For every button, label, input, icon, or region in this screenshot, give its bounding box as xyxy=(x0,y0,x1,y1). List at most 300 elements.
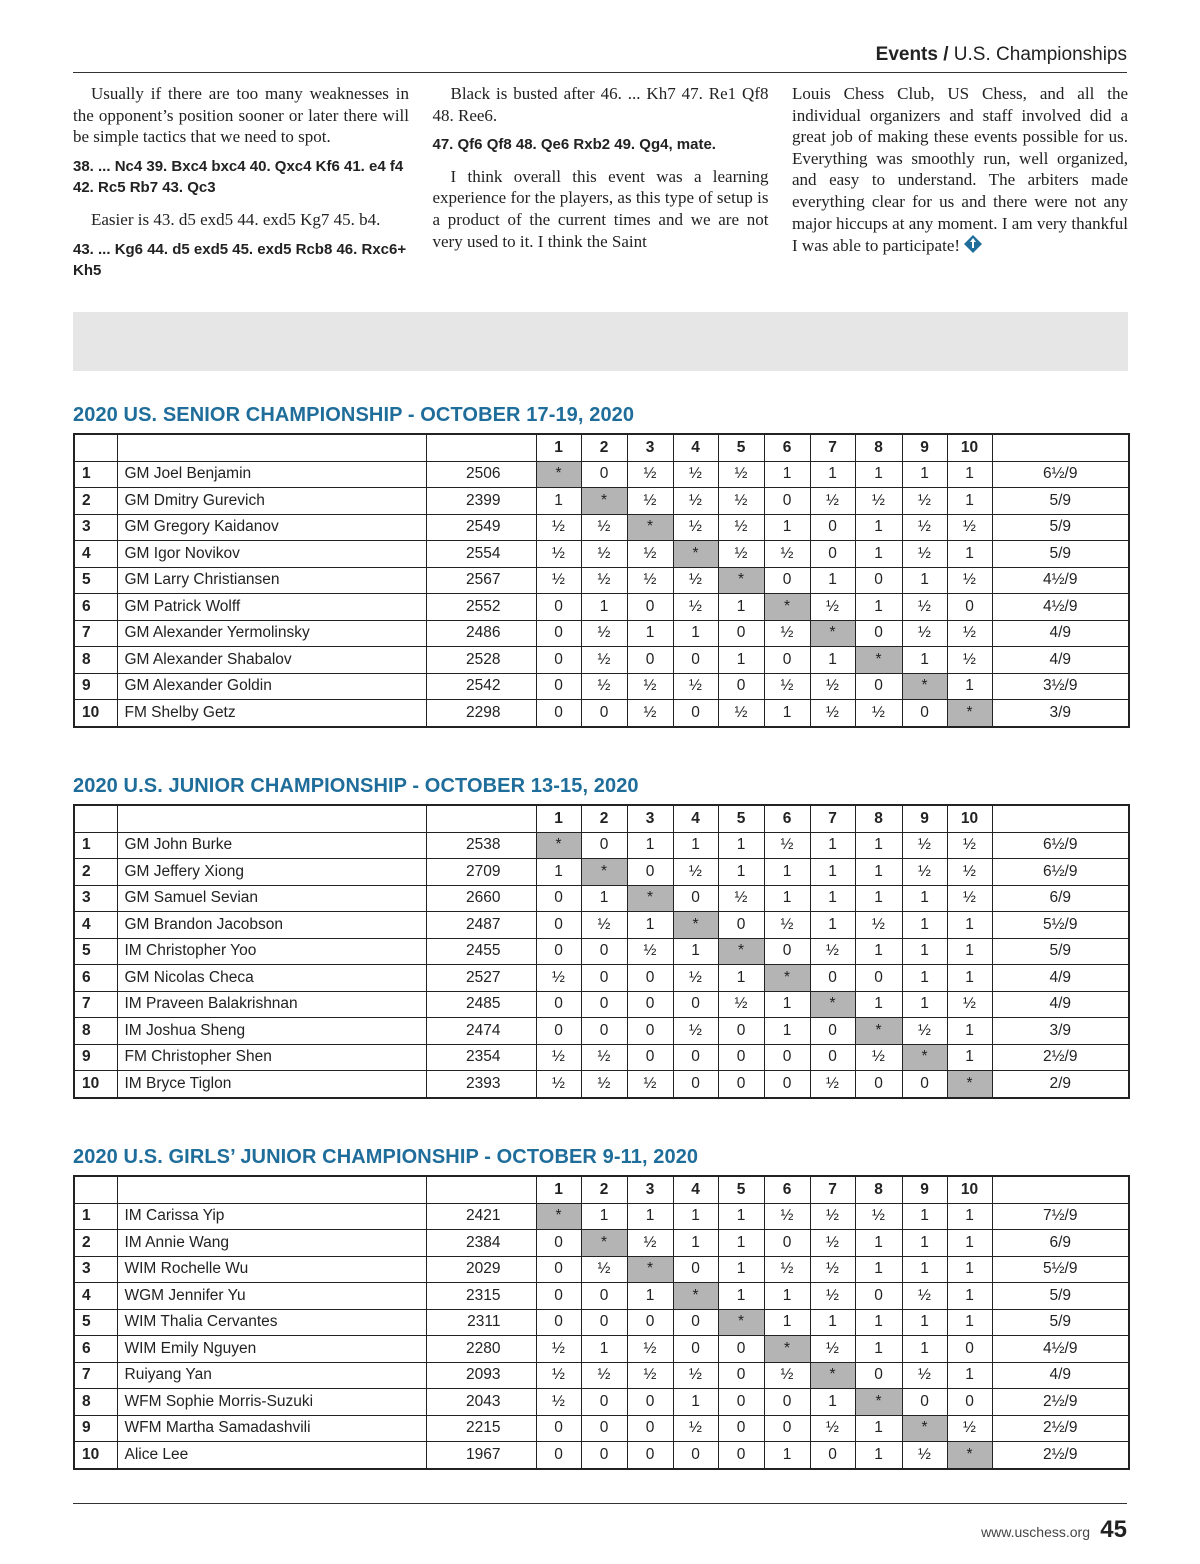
result-cell: 1 xyxy=(947,1256,992,1283)
result-cell: 0 xyxy=(581,1442,627,1469)
player-rating: 2506 xyxy=(426,461,536,488)
result-cell: ½ xyxy=(810,1283,855,1310)
column-header: 3 xyxy=(627,805,673,832)
result-cell: 0 xyxy=(810,1044,855,1071)
result-cell: 1 xyxy=(764,885,810,912)
result-cell: ½ xyxy=(673,1018,718,1045)
table-row xyxy=(74,912,1129,939)
player-name: Ruiyang Yan xyxy=(117,1362,426,1389)
result-cell: 0 xyxy=(673,1256,718,1283)
result-cell: ½ xyxy=(673,567,718,594)
crosstable xyxy=(73,1175,1130,1470)
page-number: 45 xyxy=(1100,1516,1127,1543)
result-cell: * xyxy=(536,1203,581,1230)
paragraph xyxy=(792,83,1128,260)
article-column-2 xyxy=(433,83,769,292)
header-cell-empty xyxy=(992,1176,1129,1203)
result-cell: * xyxy=(810,1362,855,1389)
result-cell: 1 xyxy=(947,673,992,700)
footer-url: www.uschess.org xyxy=(981,1524,1090,1540)
header-cell-empty xyxy=(74,1176,117,1203)
result-cell: 1 xyxy=(810,885,855,912)
result-cell: 1 xyxy=(764,514,810,541)
result-cell: ½ xyxy=(810,1203,855,1230)
player-score: 4/9 xyxy=(992,647,1129,674)
result-cell: 0 xyxy=(673,1309,718,1336)
result-cell: 0 xyxy=(718,1362,764,1389)
player-name: FM Christopher Shen xyxy=(117,1044,426,1071)
result-cell: ½ xyxy=(902,620,947,647)
header-rule xyxy=(73,72,1127,73)
result-cell: 0 xyxy=(536,1018,581,1045)
player-rank: 2 xyxy=(74,859,117,886)
header-cell-empty xyxy=(117,805,426,832)
player-score: 7½/9 xyxy=(992,1203,1129,1230)
result-cell: ½ xyxy=(536,1044,581,1071)
result-cell: ½ xyxy=(902,1362,947,1389)
table-row xyxy=(74,1203,1129,1230)
result-cell: 1 xyxy=(718,594,764,621)
player-rank: 2 xyxy=(74,1230,117,1257)
result-cell: 1 xyxy=(627,912,673,939)
player-rating: 2455 xyxy=(426,938,536,965)
result-cell: ½ xyxy=(718,700,764,727)
column-header: 9 xyxy=(902,434,947,461)
player-name: GM Nicolas Checa xyxy=(117,965,426,992)
result-cell: 1 xyxy=(764,1442,810,1469)
result-cell: ½ xyxy=(902,488,947,515)
result-cell: ½ xyxy=(947,859,992,886)
player-rank: 10 xyxy=(74,1071,117,1098)
result-cell: * xyxy=(947,1442,992,1469)
player-rank: 1 xyxy=(74,461,117,488)
player-rating: 2485 xyxy=(426,991,536,1018)
result-cell: 0 xyxy=(627,1044,673,1071)
result-cell: 1 xyxy=(902,1230,947,1257)
table-title: 2020 U.S. GIRLS’ JUNIOR CHAMPIONSHIP - OCTOBER 9-11, 2020 xyxy=(73,1146,699,1168)
result-cell: ½ xyxy=(764,541,810,568)
player-rating: 2552 xyxy=(426,594,536,621)
result-cell: * xyxy=(947,1071,992,1098)
result-cell: ½ xyxy=(581,567,627,594)
result-cell: ½ xyxy=(673,1362,718,1389)
result-cell: 1 xyxy=(947,461,992,488)
result-cell: ½ xyxy=(627,1230,673,1257)
result-cell: ½ xyxy=(581,1071,627,1098)
result-cell: * xyxy=(627,514,673,541)
result-cell: 0 xyxy=(718,673,764,700)
result-cell: 1 xyxy=(673,1230,718,1257)
player-rating: 2474 xyxy=(426,1018,536,1045)
result-cell: ½ xyxy=(764,1256,810,1283)
table-row xyxy=(74,1018,1129,1045)
result-cell: 0 xyxy=(581,991,627,1018)
player-score: 5/9 xyxy=(992,488,1129,515)
result-cell: 0 xyxy=(581,1415,627,1442)
result-cell: 0 xyxy=(810,1442,855,1469)
result-cell: ½ xyxy=(673,673,718,700)
result-cell: 1 xyxy=(947,1283,992,1310)
result-cell: ½ xyxy=(627,938,673,965)
paragraph-text: Louis Chess Club, US Chess, and all the individual organizers and staff involved did a great job of making these events possible for us. Everything was smoothly run, well organized, and easy to understand. The arbiters made everything clear for us and there were not any major hiccups at any moment. I am very thankful I was able to participate! xyxy=(792,84,1128,256)
player-rating: 2527 xyxy=(426,965,536,992)
result-cell: 1 xyxy=(627,1283,673,1310)
result-cell: * xyxy=(718,938,764,965)
result-cell: 1 xyxy=(627,620,673,647)
player-name: GM Jeffery Xiong xyxy=(117,859,426,886)
player-score: 4/9 xyxy=(992,965,1129,992)
article-column-1 xyxy=(73,83,409,292)
result-cell: 1 xyxy=(902,912,947,939)
paragraph: Black is busted after 46. ... Kh7 47. Re1 Qf8 48. Ree6. xyxy=(432,84,769,125)
player-name: GM Igor Novikov xyxy=(117,541,426,568)
result-cell: ½ xyxy=(627,1336,673,1363)
result-cell: 0 xyxy=(536,1230,581,1257)
player-score: 2/9 xyxy=(992,1071,1129,1098)
result-cell: ½ xyxy=(627,1071,673,1098)
player-score: 5½/9 xyxy=(992,1256,1129,1283)
column-header: 1 xyxy=(536,805,581,832)
result-cell: 0 xyxy=(581,1283,627,1310)
player-name: GM Samuel Sevian xyxy=(117,885,426,912)
player-rating: 2029 xyxy=(426,1256,536,1283)
result-cell: ½ xyxy=(855,1203,902,1230)
result-cell: ½ xyxy=(627,1362,673,1389)
column-header: 7 xyxy=(810,1176,855,1203)
result-cell: 1 xyxy=(718,859,764,886)
player-rank: 9 xyxy=(74,673,117,700)
result-cell: 1 xyxy=(673,938,718,965)
player-score: 5½/9 xyxy=(992,912,1129,939)
result-cell: 0 xyxy=(536,938,581,965)
result-cell: ½ xyxy=(810,1256,855,1283)
result-cell: 1 xyxy=(855,938,902,965)
column-header: 8 xyxy=(855,434,902,461)
header-cell-empty xyxy=(426,1176,536,1203)
move-sequence: 47. Qf6 Qf8 48. Qe6 Rxb2 49. Qg4, mate. xyxy=(432,136,716,154)
result-cell: 1 xyxy=(810,567,855,594)
table-row xyxy=(74,567,1129,594)
player-score: 2½/9 xyxy=(992,1044,1129,1071)
table-row xyxy=(74,1309,1129,1336)
gray-banner xyxy=(73,312,1128,371)
result-cell: 0 xyxy=(902,700,947,727)
player-rank: 9 xyxy=(74,1415,117,1442)
result-cell: 0 xyxy=(855,965,902,992)
player-rank: 8 xyxy=(74,647,117,674)
player-rank: 6 xyxy=(74,965,117,992)
result-cell: * xyxy=(902,1044,947,1071)
result-cell: ½ xyxy=(810,1336,855,1363)
column-header: 6 xyxy=(764,805,810,832)
column-header: 9 xyxy=(902,805,947,832)
player-name: IM Joshua Sheng xyxy=(117,1018,426,1045)
result-cell: 1 xyxy=(673,1203,718,1230)
result-cell: 0 xyxy=(627,1018,673,1045)
result-cell: 1 xyxy=(902,567,947,594)
column-header: 10 xyxy=(947,805,992,832)
result-cell: 1 xyxy=(902,885,947,912)
result-cell: 0 xyxy=(627,1389,673,1416)
player-name: GM Brandon Jacobson xyxy=(117,912,426,939)
result-cell: 0 xyxy=(673,1044,718,1071)
result-cell: 0 xyxy=(718,1071,764,1098)
result-cell: 1 xyxy=(902,1309,947,1336)
result-cell: 1 xyxy=(810,461,855,488)
player-rating: 2421 xyxy=(426,1203,536,1230)
footer-rule xyxy=(73,1503,1127,1504)
column-header: 4 xyxy=(673,1176,718,1203)
result-cell: ½ xyxy=(855,1044,902,1071)
table-row xyxy=(74,991,1129,1018)
player-name: Alice Lee xyxy=(117,1442,426,1469)
header-cell-empty xyxy=(426,805,536,832)
player-rank: 4 xyxy=(74,1283,117,1310)
result-cell: ½ xyxy=(764,1362,810,1389)
result-cell: ½ xyxy=(718,514,764,541)
result-cell: 0 xyxy=(718,1018,764,1045)
result-cell: 1 xyxy=(947,541,992,568)
player-score: 4/9 xyxy=(992,620,1129,647)
player-score: 3½/9 xyxy=(992,673,1129,700)
result-cell: 1 xyxy=(764,461,810,488)
player-name: GM Dmitry Gurevich xyxy=(117,488,426,515)
result-cell: * xyxy=(536,461,581,488)
result-cell: 0 xyxy=(536,700,581,727)
result-cell: 0 xyxy=(673,991,718,1018)
table-row xyxy=(74,1230,1129,1257)
player-name: FM Shelby Getz xyxy=(117,700,426,727)
result-cell: * xyxy=(673,1283,718,1310)
result-cell: ½ xyxy=(673,965,718,992)
player-rating: 2538 xyxy=(426,832,536,859)
result-cell: ½ xyxy=(902,1018,947,1045)
player-name: WIM Thalia Cervantes xyxy=(117,1309,426,1336)
player-score: 5/9 xyxy=(992,1309,1129,1336)
result-cell: 1 xyxy=(764,1283,810,1310)
player-score: 5/9 xyxy=(992,938,1129,965)
result-cell: 0 xyxy=(718,620,764,647)
result-cell: * xyxy=(536,832,581,859)
result-cell: ½ xyxy=(855,912,902,939)
article-column-3 xyxy=(792,83,1128,292)
result-cell: 0 xyxy=(536,594,581,621)
player-name: GM Gregory Kaidanov xyxy=(117,514,426,541)
column-header: 3 xyxy=(627,434,673,461)
result-cell: 0 xyxy=(764,647,810,674)
result-cell: * xyxy=(764,965,810,992)
result-cell: ½ xyxy=(764,832,810,859)
result-cell: 0 xyxy=(810,1018,855,1045)
table-row xyxy=(74,1442,1129,1469)
result-cell: 1 xyxy=(855,1336,902,1363)
result-cell: 0 xyxy=(536,991,581,1018)
result-cell: 0 xyxy=(627,991,673,1018)
table-row xyxy=(74,832,1129,859)
result-cell: ½ xyxy=(627,700,673,727)
result-cell: 0 xyxy=(855,673,902,700)
player-rating: 2354 xyxy=(426,1044,536,1071)
result-cell: 1 xyxy=(810,832,855,859)
result-cell: * xyxy=(581,488,627,515)
result-cell: 1 xyxy=(947,1362,992,1389)
player-rating: 2528 xyxy=(426,647,536,674)
result-cell: 1 xyxy=(855,1309,902,1336)
result-cell: ½ xyxy=(673,1415,718,1442)
table-header-row xyxy=(74,805,1129,832)
result-cell: 0 xyxy=(536,1415,581,1442)
column-header: 5 xyxy=(718,805,764,832)
player-rank: 8 xyxy=(74,1018,117,1045)
result-cell: * xyxy=(764,1336,810,1363)
result-cell: 1 xyxy=(902,647,947,674)
result-cell: ½ xyxy=(673,859,718,886)
player-rank: 1 xyxy=(74,1203,117,1230)
player-name: WFM Martha Samadashvili xyxy=(117,1415,426,1442)
table-row xyxy=(74,673,1129,700)
result-cell: ½ xyxy=(947,991,992,1018)
result-cell: 0 xyxy=(764,1230,810,1257)
result-cell: 1 xyxy=(718,1230,764,1257)
player-score: 2½/9 xyxy=(992,1442,1129,1469)
player-score: 5/9 xyxy=(992,541,1129,568)
result-cell: 0 xyxy=(536,673,581,700)
player-rank: 7 xyxy=(74,991,117,1018)
table-row xyxy=(74,1389,1129,1416)
column-header: 2 xyxy=(581,1176,627,1203)
result-cell: ½ xyxy=(581,912,627,939)
article-columns xyxy=(73,83,1128,292)
player-score: 6½/9 xyxy=(992,832,1129,859)
result-cell: ½ xyxy=(673,594,718,621)
player-score: 3/9 xyxy=(992,700,1129,727)
player-score: 6½/9 xyxy=(992,859,1129,886)
header-cell-empty xyxy=(426,434,536,461)
result-cell: 0 xyxy=(536,885,581,912)
player-rank: 7 xyxy=(74,1362,117,1389)
result-cell: 1 xyxy=(536,488,581,515)
result-cell: ½ xyxy=(947,567,992,594)
result-cell: 1 xyxy=(718,1256,764,1283)
player-score: 4½/9 xyxy=(992,1336,1129,1363)
result-cell: 0 xyxy=(673,885,718,912)
result-cell: 0 xyxy=(764,1044,810,1071)
player-rating: 2393 xyxy=(426,1071,536,1098)
column-header: 7 xyxy=(810,805,855,832)
player-name: WGM Jennifer Yu xyxy=(117,1283,426,1310)
player-rating: 2298 xyxy=(426,700,536,727)
result-cell: 0 xyxy=(581,1018,627,1045)
player-rating: 2384 xyxy=(426,1230,536,1257)
result-cell: * xyxy=(718,567,764,594)
header-cell-empty xyxy=(117,434,426,461)
result-cell: 0 xyxy=(581,1309,627,1336)
table-row xyxy=(74,594,1129,621)
column-header: 6 xyxy=(764,434,810,461)
result-cell: ½ xyxy=(581,673,627,700)
player-name: GM Joel Benjamin xyxy=(117,461,426,488)
result-cell: * xyxy=(718,1309,764,1336)
result-cell: 0 xyxy=(627,594,673,621)
column-header: 5 xyxy=(718,1176,764,1203)
player-name: WFM Sophie Morris-Suzuki xyxy=(117,1389,426,1416)
move-sequence: 43. ... Kg6 44. d5 exd5 45. exd5 Rcb8 46. Rxc6+ Kh5 xyxy=(73,240,407,280)
result-cell: 1 xyxy=(855,859,902,886)
running-header xyxy=(876,44,1127,66)
result-cell: 0 xyxy=(764,567,810,594)
player-rank: 6 xyxy=(74,1336,117,1363)
result-cell: 0 xyxy=(718,1336,764,1363)
column-header: 9 xyxy=(902,1176,947,1203)
result-cell: ½ xyxy=(947,620,992,647)
result-cell: 0 xyxy=(855,620,902,647)
result-cell: ½ xyxy=(764,673,810,700)
result-cell: ½ xyxy=(673,488,718,515)
player-name: GM John Burke xyxy=(117,832,426,859)
header-cell-empty xyxy=(992,805,1129,832)
result-cell: 1 xyxy=(855,1415,902,1442)
player-rank: 3 xyxy=(74,1256,117,1283)
player-score: 4½/9 xyxy=(992,594,1129,621)
result-cell: ½ xyxy=(718,541,764,568)
player-rank: 4 xyxy=(74,541,117,568)
result-cell: 1 xyxy=(673,620,718,647)
player-score: 2½/9 xyxy=(992,1415,1129,1442)
result-cell: 0 xyxy=(536,647,581,674)
column-header: 10 xyxy=(947,434,992,461)
result-cell: ½ xyxy=(947,1415,992,1442)
result-cell: 0 xyxy=(673,700,718,727)
result-cell: 0 xyxy=(627,647,673,674)
table-row xyxy=(74,1415,1129,1442)
player-name: WIM Emily Nguyen xyxy=(117,1336,426,1363)
column-header: 5 xyxy=(718,434,764,461)
table-row xyxy=(74,938,1129,965)
player-score: 4½/9 xyxy=(992,567,1129,594)
result-cell: 1 xyxy=(947,1044,992,1071)
result-cell: 1 xyxy=(902,965,947,992)
result-cell: ½ xyxy=(902,1442,947,1469)
result-cell: ½ xyxy=(764,620,810,647)
paragraph: Easier is 43. d5 exd5 44. exd5 Kg7 45. b4. xyxy=(91,209,381,229)
result-cell: 1 xyxy=(718,965,764,992)
result-cell: 1 xyxy=(947,488,992,515)
result-cell: 0 xyxy=(581,832,627,859)
result-cell: ½ xyxy=(902,514,947,541)
result-cell: 1 xyxy=(581,885,627,912)
player-name: IM Praveen Balakrishnan xyxy=(117,991,426,1018)
result-cell: ½ xyxy=(718,488,764,515)
player-name: GM Patrick Wolff xyxy=(117,594,426,621)
header-cell-empty xyxy=(992,434,1129,461)
column-header: 3 xyxy=(627,1176,673,1203)
result-cell: 0 xyxy=(810,514,855,541)
player-rating: 2280 xyxy=(426,1336,536,1363)
result-cell: ½ xyxy=(673,461,718,488)
result-cell: ½ xyxy=(581,1256,627,1283)
table-row xyxy=(74,1256,1129,1283)
result-cell: 0 xyxy=(627,1415,673,1442)
result-cell: 1 xyxy=(718,832,764,859)
player-rating: 2542 xyxy=(426,673,536,700)
crosstable xyxy=(73,433,1130,728)
result-cell: ½ xyxy=(536,1362,581,1389)
column-header: 1 xyxy=(536,434,581,461)
table-row xyxy=(74,514,1129,541)
crosstable xyxy=(73,804,1130,1099)
player-rating: 2315 xyxy=(426,1283,536,1310)
result-cell: ½ xyxy=(536,514,581,541)
